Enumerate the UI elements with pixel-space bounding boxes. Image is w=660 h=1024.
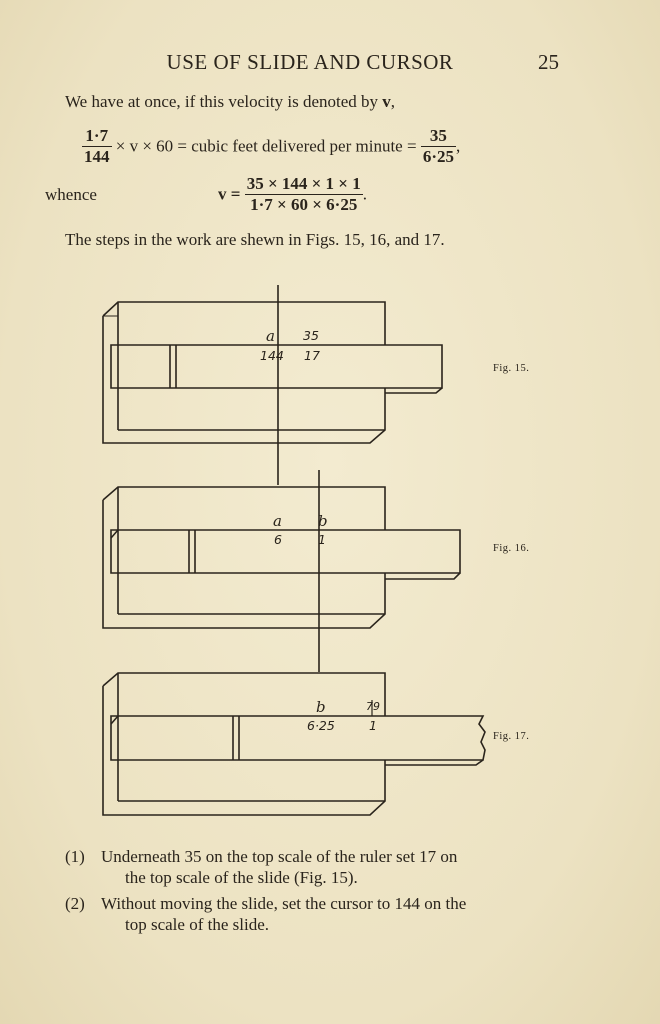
- step-2: [65, 893, 575, 935]
- equation-middle: × v × 60 = cubic feet delivered per minute =: [115, 136, 417, 156]
- step-1: [65, 846, 575, 888]
- fraction-numerator: 35: [429, 126, 447, 145]
- fraction-denominator: 1·7 × 60 × 6·25: [245, 194, 363, 215]
- step-line: the top scale of the slide (Fig. 15).: [125, 868, 358, 887]
- step-line: Underneath 35 on the top scale of the ruler set 17 on: [101, 847, 458, 866]
- figure-17-caption: Fig. 17.: [493, 731, 530, 742]
- step-text: [101, 846, 581, 888]
- fig-16-letter-a: a: [273, 512, 282, 530]
- intro-symbol: v: [382, 92, 391, 111]
- fraction-numerator: 1·7: [85, 126, 109, 145]
- figure-15-caption: Fig. 15.: [493, 363, 530, 374]
- equation-label-whence: whence: [45, 185, 97, 204]
- fig-16-number-1: 1: [318, 532, 326, 547]
- intro-text-after: ,: [390, 92, 396, 111]
- fig-15-number-17: 17: [304, 348, 320, 363]
- equation-lhs: v =: [218, 184, 241, 204]
- fig-16-ruler: [103, 487, 385, 628]
- equation-tail: .: [362, 184, 367, 204]
- fig-17-ruler: [103, 673, 385, 815]
- fig-17-number-625: 6·25: [307, 718, 335, 733]
- fig-17-number-79: 79: [366, 700, 380, 713]
- fig-15-letter-a: a: [266, 327, 275, 345]
- fig-17-letter-b: b: [316, 698, 326, 716]
- fig-15-ruler: [103, 302, 385, 443]
- fig-17-number-1: 1: [369, 718, 377, 733]
- fig-16-slide: [111, 530, 460, 579]
- fig-15-number-144: 144: [260, 348, 284, 363]
- step-line: top scale of the slide.: [125, 915, 269, 934]
- fig-16-number-6: 6: [274, 532, 282, 547]
- fig-16-letter-b: b: [318, 512, 328, 530]
- page-number: 25: [538, 50, 559, 74]
- fraction-denominator: 144: [84, 147, 110, 166]
- equation-tail: ,: [455, 136, 461, 156]
- fraction-denominator: 6·25: [422, 147, 454, 166]
- step-marker: (1): [65, 847, 85, 866]
- fig-17-slide: [111, 716, 485, 765]
- steps-intro: The steps in the work are shewn in Figs. 15, 16, and 17.: [65, 230, 445, 249]
- figure-16-caption: Fig. 16.: [493, 543, 530, 554]
- running-header: USE OF SLIDE AND CURSOR: [166, 50, 454, 74]
- fraction-numerator: 35 × 144 × 1 × 1: [246, 174, 361, 193]
- intro-text-before: We have at once, if this velocity is denoted by: [65, 92, 383, 111]
- step-text: [101, 893, 581, 935]
- step-marker: (2): [65, 894, 85, 913]
- fig-15-number-35: 35: [303, 328, 319, 343]
- step-line: Without moving the slide, set the cursor to 144 on the: [101, 894, 467, 913]
